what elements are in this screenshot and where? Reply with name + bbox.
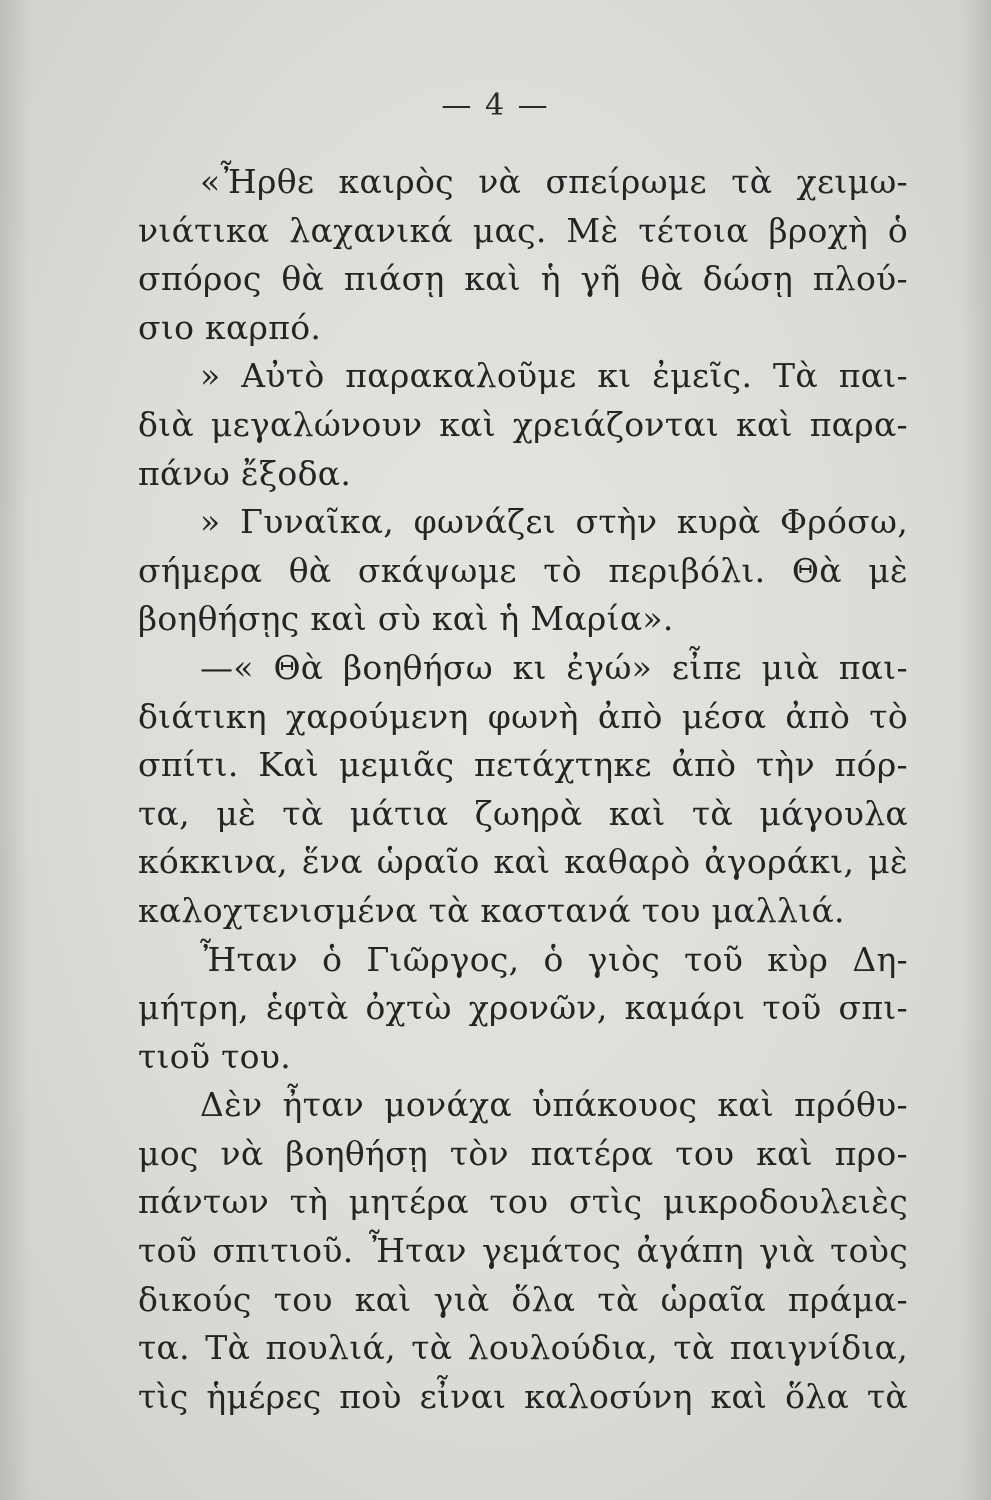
text-line: σπόρος θὰ πιάσῃ καὶ ἡ γῆ θὰ δώσῃ πλού-	[138, 259, 908, 299]
body-text	[138, 158, 908, 1421]
text-line: πάντων τὴ μητέρα του στὶς μικροδουλειὲς	[138, 1182, 908, 1222]
text-line: βοηθήσῃς καὶ σὺ καὶ ἡ Μαρία».	[138, 599, 674, 639]
text-line: » Γυναῖκα, φωνάζει στὴν κυρὰ Φρόσω,	[200, 502, 908, 542]
text-line: κόκκινα, ἕνα ὡραῖο καὶ καθαρὸ ἀγοράκι, μὲ	[138, 842, 908, 882]
page-edge-shadow-right	[961, 0, 991, 1500]
page-edge-shadow-left	[0, 0, 30, 1500]
text-line: τιοῦ του.	[138, 1036, 291, 1076]
text-line: διάτικη χαρούμενη φωνὴ ἀπὸ μέσα ἀπὸ τὸ	[138, 696, 908, 736]
text-line: τα. Τὰ πουλιά, τὰ λουλούδια, τὰ παιγνίδια,	[138, 1328, 908, 1368]
text-line: διὰ μεγαλώνουν καὶ χρειάζονται καὶ παρα-	[138, 404, 908, 444]
text-line: » Αὐτὸ παρακαλοῦμε κι ἐμεῖς. Τὰ παι-	[200, 356, 908, 396]
text-line: σιο καρπό.	[138, 307, 322, 347]
text-line: πάνω ἔξοδα.	[138, 453, 352, 493]
text-line: μήτρη, ἑφτὰ ὀχτὼ χρονῶν, καμάρι τοῦ σπι-	[138, 988, 908, 1028]
page-number: — 4 —	[441, 88, 550, 123]
text-line: Δὲν ἦταν μονάχα ὑπάκουος καὶ πρόθυ-	[200, 1085, 908, 1125]
text-line: τα, μὲ τὰ μάτια ζωηρὰ καὶ τὰ μάγουλα	[138, 793, 908, 833]
text-line: δικούς του καὶ γιὰ ὅλα τὰ ὡραῖα πράμα-	[138, 1279, 908, 1319]
text-line: «Ἦρθε καιρὸς νὰ σπείρωμε τὰ χειμω-	[200, 162, 908, 201]
text-line: σήμερα θὰ σκάψωμε τὸ περιβόλι. Θὰ μὲ	[138, 550, 908, 590]
text-line: Ἦταν ὁ Γιῶργος, ὁ γιὸς τοῦ κὺρ Δη-	[200, 939, 908, 979]
text-line: τὶς ἡμέρες ποὺ εἶναι καλοσύνη καὶ ὅλα τὰ	[138, 1376, 908, 1416]
text-line: καλοχτενισμένα τὰ καστανά του μαλλιά.	[138, 890, 845, 930]
text-line: μος νὰ βοηθήσῃ τὸν πατέρα του καὶ προ-	[138, 1133, 908, 1173]
text-line: τοῦ σπιτιοῦ. Ἦταν γεμάτος ἀγάπη γιὰ τοὺς	[138, 1231, 908, 1271]
text-line: νιάτικα λαχανικά μας. Μὲ τέτοια βροχὴ ὁ	[138, 210, 908, 250]
text-line: σπίτι. Καὶ μεμιᾶς πετάχτηκε ἀπὸ τὴν πόρ-	[138, 745, 908, 785]
text-line: —« Θὰ βοηθήσω κι ἐγώ» εἶπε μιὰ παι-	[200, 647, 908, 687]
